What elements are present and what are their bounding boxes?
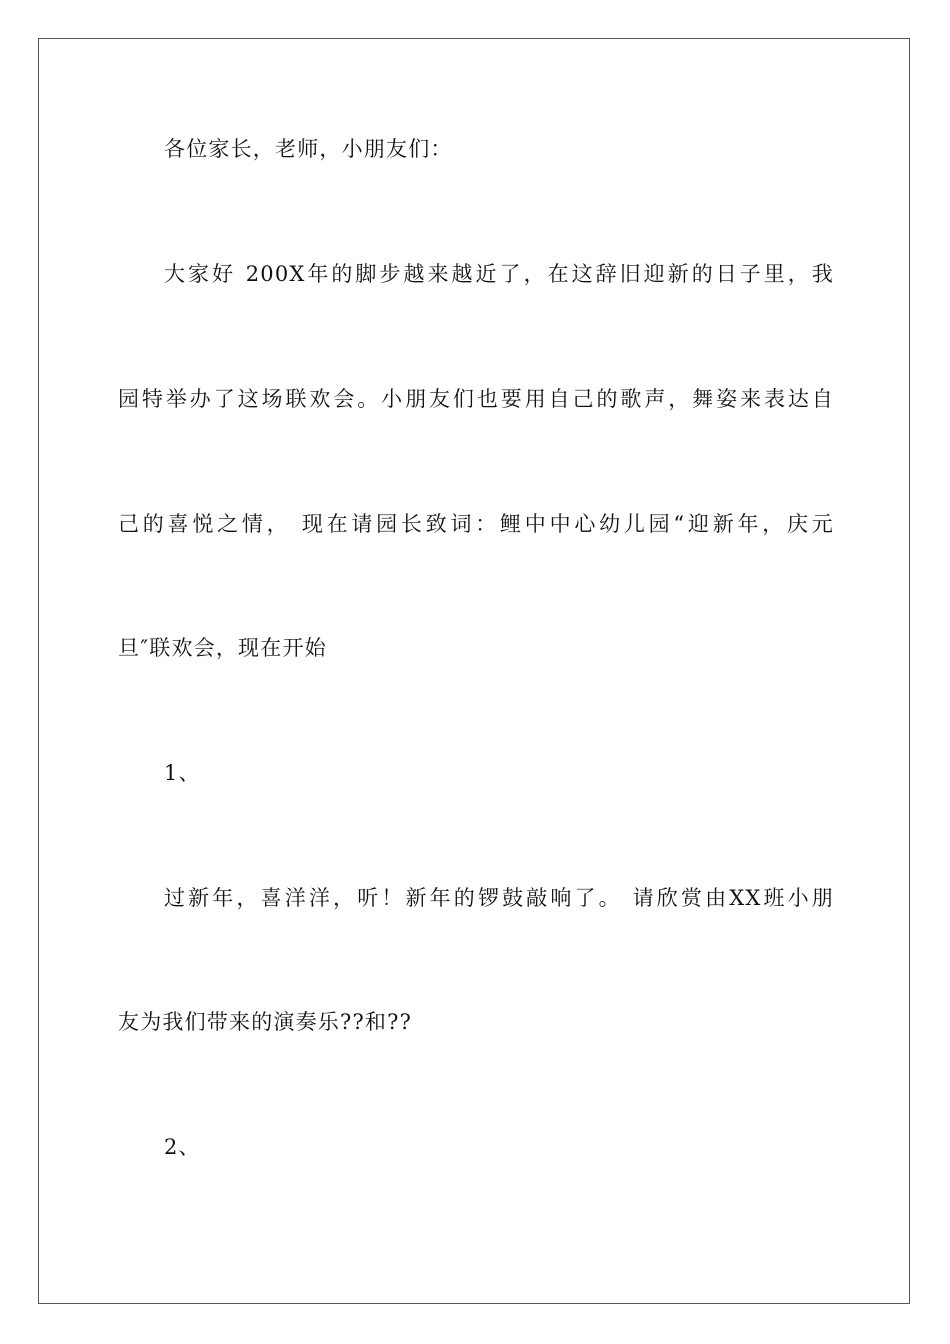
item1-label: 1、 (164, 761, 201, 785)
page-frame (38, 38, 910, 1304)
paragraph1-line2: 园特举办了这场联欢会。小朋友们也要用自己的歌声，舞姿来表达自 (118, 387, 834, 411)
paragraph1-line4: 旦″联欢会，现在开始 (118, 636, 327, 660)
paragraph2-line2: 友为我们带来的演奏乐??和?? (118, 1010, 413, 1034)
greeting-line: 各位家长，老师，小朋友们： (164, 137, 453, 161)
item2-label: 2、 (164, 1135, 201, 1159)
paragraph1-line3: 己的喜悦之情， 现在请园长致词：鲤中中心幼儿园“迎新年，庆元 (118, 512, 834, 536)
paragraph1-line1: 大家好 200X年的脚步越来越近了，在这辞旧迎新的日子里，我 (164, 262, 834, 286)
paragraph2-line1: 过新年，喜洋洋，听！新年的锣鼓敲响了。 请欣赏由XX班小朋 (164, 886, 834, 910)
